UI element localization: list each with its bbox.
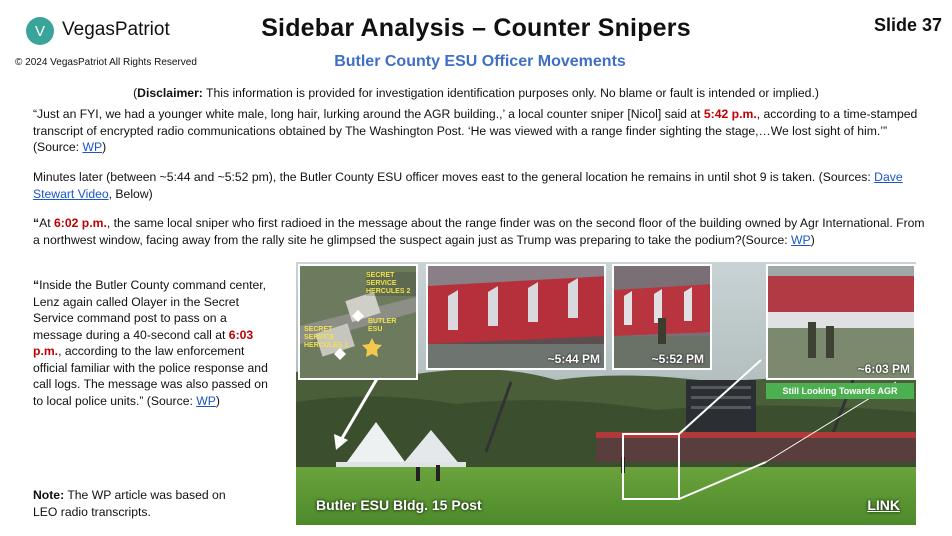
para1-text-c: ): [102, 140, 107, 154]
map-label-butler-esu: BUTLER ESU: [368, 318, 397, 333]
note: [33, 487, 233, 520]
side-text-a: Inside the Butler County command center, Lenz again called Olayer in the Secret Service command post to pass on a message during a 40-second call at: [33, 278, 267, 342]
side-time: 6:03 p.m.: [33, 327, 254, 358]
para3-text-a: At: [39, 216, 54, 230]
photo-inset-603: [766, 264, 916, 380]
para2-text-a: Minutes later (between ~5:44 and ~5:52 pm), the Butler County ESU officer moves east to the general location he remains in until shot 9 is taken. (Sources:: [33, 170, 875, 184]
para1-text-b: , according to a time-stamped transcript of encrypted radio communications obtained by The Washington Post. ‘He was viewed with a range finder sighting the stage,…We lost sight of him.’” (Source:: [33, 107, 918, 154]
para3-text-c: ): [810, 232, 815, 247]
brand-name: VegasPatriot: [62, 19, 170, 40]
disclaimer-open: (: [133, 86, 138, 100]
para3-open-quote: “: [33, 216, 40, 230]
photo-caption: Butler ESU Bldg. 15 Post: [316, 497, 482, 513]
para2-text-b: , Below): [108, 186, 153, 201]
photo-inset-552: [612, 264, 712, 370]
copyright-text: © 2024 VegasPatriot All Rights Reserved: [15, 57, 197, 68]
time-label-544: ~5:44 PM: [547, 352, 600, 366]
still-looking-badge: Still Looking Towards AGR: [766, 383, 914, 399]
vegaspatriot-logo-icon: V: [26, 17, 54, 45]
side-text-b: , according to the law enforcement official familiar with the police response and call logs. The message was also passed on to local police units.” (Source:: [33, 344, 268, 408]
slide-number: Slide 37: [873, 15, 942, 35]
rally-site-photo: [296, 262, 916, 525]
time-label-603: ~6:03 PM: [857, 362, 910, 376]
wp-link[interactable]: WP: [82, 140, 103, 154]
page-title: Sidebar Analysis – Counter Snipers: [261, 14, 691, 42]
photo-inset-544: [426, 264, 606, 370]
paragraph-command-center: [33, 277, 278, 409]
para1-text-a: “Just an FYI, we had a younger white male, long hair, lurking around the AGR building.,’ a local counter sniper [Nicol] said at: [33, 107, 704, 121]
dave-stewart-video-link[interactable]: Dave Stewart Video: [33, 170, 903, 201]
side-open-quote: “: [33, 278, 40, 292]
para3-text-b: , the same local sniper who first radioed in the message about the range finder was on the second floor of the building owned by Agr International. From a northwest window, facing away from the rally site he glimpsed the suspect again just as Trump was preparing to take the podium?(Source:: [33, 216, 925, 247]
para3-time: 6:02 p.m.: [54, 216, 107, 230]
disclaimer-text: This information is provided for investigation identification purposes only. No blame or fault is intended or implied.): [202, 86, 819, 100]
paragraph-radio-fyi: [33, 106, 928, 156]
note-text: The WP article was based on LEO radio transcripts.: [33, 488, 226, 519]
paragraph-sniper-glimpse: [33, 215, 928, 248]
note-label: Note:: [33, 488, 65, 502]
page-subtitle: Butler County ESU Officer Movements: [334, 53, 626, 70]
time-label-552: ~5:52 PM: [651, 352, 704, 366]
map-label-hercules-2: SECRET SERVICE HERCULES 2: [366, 272, 418, 296]
disclaimer: [0, 86, 952, 100]
wp-link[interactable]: WP: [791, 232, 811, 247]
side-text-c: ): [215, 393, 220, 408]
photo-link[interactable]: LINK: [867, 497, 900, 513]
disclaimer-label: Disclaimer:: [137, 86, 203, 100]
aerial-map-inset: [298, 264, 418, 380]
paragraph-officer-moves: [33, 169, 928, 202]
wp-link[interactable]: WP: [196, 393, 216, 408]
para1-time: 5:42 p.m.: [703, 107, 757, 121]
map-label-hercules-1: SECRET SERVICE HERCULES 1: [304, 326, 349, 349]
